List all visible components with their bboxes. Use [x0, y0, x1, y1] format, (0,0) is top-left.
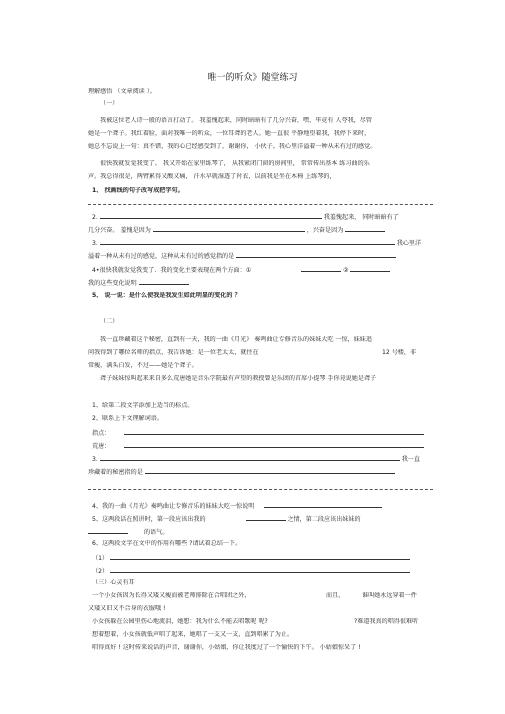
question-text: ，兴奋是因为: [306, 227, 344, 234]
answer-blank[interactable]: [100, 454, 400, 461]
question-1-3-cont: [88, 251, 433, 261]
passage-2-line: 我一直珍藏着这个秘密，直到有一天，我的一曲《月光》 奏鸣曲让专修音乐的妹妹大吃 一惊，妹妹追: [100, 336, 372, 343]
document-title: 唯一的听众》随堂练习: [207, 73, 298, 83]
question-number: 3.: [92, 240, 98, 247]
question-text: ②: [343, 267, 349, 274]
passage-3-line-tail: 谁叫她永远穿着一件: [362, 592, 417, 599]
question-text: （1）: [92, 555, 109, 562]
subtitle: 理解感悟 （文章阅读 ）。: [88, 88, 156, 95]
question-number: 3.: [92, 456, 98, 463]
answer-blank[interactable]: [139, 278, 189, 285]
answer-blank[interactable]: [246, 514, 286, 521]
passage-1-line: 我被这位老人诗一般的语言打动了。 我羞愧起来，同时暗暗有了几分兴奋，嘿，毕竟有 人夸我，尽管: [100, 117, 372, 124]
question-text: 我的这些变化说明: [88, 280, 137, 287]
section-2-header: （二）: [100, 318, 119, 325]
question-text: 几分兴奋。 羞愧是因为: [88, 227, 151, 234]
answer-blank[interactable]: [88, 527, 128, 534]
passage-3-line: 唱得真好 ! 这时传来说话的声音，谢谢你，小姑娘，你让我度过了一个愉快的下午。 小姑娘惊呆了 !: [92, 644, 361, 651]
passage-2-line-tail: 12 号楼，非: [382, 349, 417, 356]
question-2-6b: [92, 566, 437, 576]
answer-blank[interactable]: [124, 441, 424, 448]
passage-3-line-tail: ?难道我真的唱得很难听: [354, 618, 419, 625]
question-2-1: 1、给第二段文字添加上适当的标点。: [92, 402, 194, 409]
question-text: 4•很快我就发觉我变了．我的变化主要表现在两个方面：①: [92, 267, 252, 274]
question-text: 之情，第二段应该出妹妹的: [287, 516, 361, 523]
question-text: 我羞愧起来， 同时暗暗有了: [323, 214, 399, 221]
question-1-4-cont: [88, 278, 433, 288]
passage-1-line: 声。我总得很是，两臂累得又酸又痛， 汗水早就湿透了衬衣，以前我是坐在木椅 上练琴的，: [88, 173, 336, 180]
answer-blank[interactable]: [345, 225, 385, 232]
question-1-1: 1、 找画线的句子改写成把字句。: [92, 187, 184, 194]
question-text: 4、我的一曲《月光》奏鸣曲让专修音乐的妹妹大吃一惊说明: [92, 503, 255, 510]
question-text: 我心里洋: [396, 240, 422, 247]
question-text: 的语气。: [143, 529, 169, 536]
question-text: （2）: [92, 568, 109, 575]
question-text: 5、这两段话在照讲时，第一段应该出我的: [92, 516, 206, 523]
answer-blank[interactable]: [264, 501, 382, 508]
question-1-2-cont: [88, 225, 433, 235]
question-text: 指点：: [92, 430, 111, 437]
question-2-5-cont: [88, 527, 433, 537]
question-2-6: 6、这两段文字在文中的作用有哪些 ?请试着总结一下。: [92, 540, 242, 547]
answer-blank[interactable]: [301, 265, 341, 272]
question-1-2: [92, 212, 437, 222]
question-2-5: [92, 514, 437, 524]
answer-blank[interactable]: [110, 566, 410, 573]
divider: [88, 204, 433, 205]
question-2-6a: [92, 553, 437, 563]
question-2-4: [92, 501, 437, 511]
question-2-3-cont: [88, 467, 433, 477]
passage-3-line: 想着想着，小女孩就低声唱了起来，她唱了一支又一支，直到唱累了为止。: [92, 631, 294, 638]
question-2-2a: [92, 428, 437, 438]
passage-1-line: 她总不忘说上一句：真不错，我的心已经感受到了，谢谢你， 小伙子。我心里洋溢着一种从未有过的感觉。: [88, 143, 377, 150]
passage-1-line: 很快我就发觉我变了。 我又开始在家里练琴了， 从我紧闭门窗的房间里， 常常传出基本 练习曲的乐: [100, 160, 370, 167]
question-1-4: [92, 265, 437, 275]
question-text: 我一直: [401, 456, 420, 463]
passage-1-line: 她是一个聋子。我红着脸，面对我唯一的听众，一位耳聋的老人。她一直很 平静地望着我，我停下来时，: [88, 130, 371, 137]
passage-3-line: 一个小女孩因为长得又矮又瘦而被老师排除在合唱团之外，: [92, 592, 251, 599]
question-text: 溢着一种从未有过的感觉，这种从未有过的感觉指的是: [88, 253, 235, 260]
question-number: 2.: [92, 214, 98, 221]
answer-blank[interactable]: [153, 225, 305, 232]
answer-blank[interactable]: [100, 238, 395, 245]
question-2-2: 2、联系上下文理解词语。: [92, 415, 163, 422]
question-text: 珍藏着的秘密指的是: [88, 469, 143, 476]
question-text: 荒唐：: [92, 443, 111, 450]
answer-blank[interactable]: [110, 553, 410, 560]
passage-3-line: 又矮又旧又不合身的衣服哦 !: [88, 605, 166, 612]
passage-3-line-tail: 而且，: [326, 592, 345, 599]
passage-2-line: 问我得到了哪位名师的指点，我告诉她：是一位老太太，就住在: [88, 349, 259, 356]
passage-3-line: 小女孩躲在公园里伤心地流泪，她想：我为什么不能去唱歌呢 呢?: [92, 618, 268, 625]
question-2-3: [92, 454, 437, 464]
answer-blank[interactable]: [124, 428, 424, 435]
passage-2-line: 常瘦，满头白发，不过——她是个聋子。: [88, 362, 198, 369]
question-2-2b: [92, 441, 437, 451]
section-1-header: （一）: [100, 100, 119, 107]
divider: [88, 489, 433, 490]
answer-blank[interactable]: [145, 467, 395, 474]
question-1-5: 5、 说一说：是什么使我是我发生如此明显的变化的 ？: [92, 292, 241, 299]
passage-2-line: 聋子妹妹惊叫起来来自多么荒唐她是音乐学院最有声望的教授曾是乐团的首席小提琴 手你竟说她是聋子: [100, 375, 377, 382]
question-1-3: [92, 238, 437, 248]
section-3-header: （三）心灵有耳: [92, 579, 135, 586]
answer-blank[interactable]: [350, 265, 390, 272]
answer-blank[interactable]: [236, 251, 396, 258]
answer-blank[interactable]: [100, 212, 322, 219]
